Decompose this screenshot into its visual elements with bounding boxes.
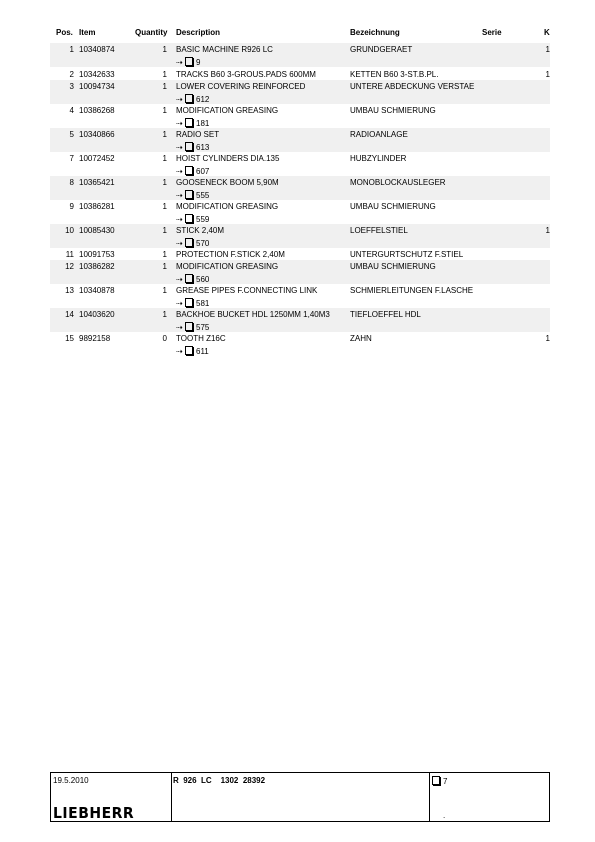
row-item: 10340878: [79, 286, 115, 295]
row-bezeichnung: UMBAU SCHMIERUNG: [350, 262, 436, 271]
header-description: Description: [176, 28, 221, 37]
row-description: GOOSENECK BOOM 5,90M: [176, 178, 279, 187]
row-pos: 7: [69, 154, 74, 163]
row-item: 10386268: [79, 106, 115, 115]
footer-date-cell: [51, 773, 172, 821]
row-bezeichnung: ZAHN: [350, 334, 372, 343]
row-page-number: 581: [196, 299, 210, 308]
row-description: GREASE PIPES F.CONNECTING LINK: [176, 286, 318, 295]
arrow-right-icon: ⇢: [176, 58, 183, 67]
header-pos: Pos.: [56, 28, 73, 37]
row-pos: 1: [69, 45, 74, 54]
page-icon: [185, 274, 193, 283]
row-quantity: 1: [162, 226, 167, 235]
row-quantity: 1: [162, 82, 167, 91]
row-bezeichnung: LOEFFELSTIEL: [350, 226, 408, 235]
row-item: 10340866: [79, 130, 115, 139]
row-bezeichnung: SCHMIERLEITUNGEN F.LASCHE: [350, 286, 474, 295]
footer-page-number: 7: [443, 777, 448, 786]
row-pos: 3: [69, 82, 74, 91]
page-icon: [185, 214, 193, 223]
row-bezeichnung: GRUNDGERAET: [350, 45, 413, 54]
liebherr-logo: LIEBHERR: [53, 805, 135, 823]
row-description: MODIFICATION GREASING: [176, 262, 279, 271]
arrow-right-icon: ⇢: [176, 191, 183, 200]
row-page-ref[interactable]: [176, 94, 209, 105]
arrow-right-icon: ⇢: [176, 167, 183, 176]
row-item: 10365421: [79, 178, 115, 187]
row-page-number: 607: [196, 167, 210, 176]
header-bezeichnung: Bezeichnung: [350, 28, 400, 37]
row-page-ref[interactable]: [176, 238, 209, 249]
row-bezeichnung: MONOBLOCKAUSLEGER: [350, 178, 446, 187]
arrow-right-icon: ⇢: [176, 299, 183, 308]
row-description: TRACKS B60 3-GROUS.PADS 600MM: [176, 70, 316, 79]
row-k: 1: [545, 334, 550, 343]
row-k: 1: [545, 45, 550, 54]
header-item: Item: [79, 28, 96, 37]
row-quantity: 0: [162, 334, 167, 343]
row-page-number: 611: [196, 347, 209, 356]
row-page-ref[interactable]: [176, 142, 209, 153]
row-description: BACKHOE BUCKET HDL 1250MM 1,40M3: [176, 310, 330, 319]
row-shading: [50, 43, 550, 67]
row-shading: [50, 128, 550, 152]
row-quantity: 1: [162, 286, 167, 295]
row-page-number: 181: [196, 119, 210, 128]
row-page-ref[interactable]: [176, 322, 209, 333]
footer-date: 19.5.2010: [53, 776, 89, 785]
row-description: HOIST CYLINDERS DIA.135: [176, 154, 280, 163]
row-item: 10091753: [79, 250, 115, 259]
arrow-right-icon: ⇢: [176, 95, 183, 104]
header-serie: Serie: [482, 28, 502, 37]
row-pos: 9: [69, 202, 74, 211]
page-icon: [185, 190, 193, 199]
row-item: 10072452: [79, 154, 115, 163]
page-icon: [432, 776, 440, 785]
row-quantity: 1: [162, 130, 167, 139]
row-pos: 12: [65, 262, 74, 271]
page-icon: [185, 94, 193, 103]
row-page-number: 570: [196, 239, 210, 248]
footer-page-cell: [429, 773, 549, 821]
arrow-right-icon: ⇢: [176, 347, 183, 356]
page-icon: [185, 57, 193, 66]
footer-box: [50, 772, 550, 822]
page-icon: [185, 238, 193, 247]
row-description: PROTECTION F.STICK 2,40M: [176, 250, 285, 259]
page-icon: [185, 142, 193, 151]
row-bezeichnung: UMBAU SCHMIERUNG: [350, 202, 436, 211]
footer-model-cell: [171, 773, 430, 821]
row-shading: [50, 176, 550, 200]
row-quantity: 1: [162, 106, 167, 115]
row-description: MODIFICATION GREASING: [176, 202, 279, 211]
row-bezeichnung: KETTEN B60 3-ST.B.PL.: [350, 70, 439, 79]
row-quantity: 1: [162, 178, 167, 187]
row-page-number: 612: [196, 95, 210, 104]
row-pos: 5: [69, 130, 74, 139]
row-quantity: 1: [162, 202, 167, 211]
header-k: K: [544, 28, 550, 37]
row-pos: 13: [65, 286, 74, 295]
row-item: 9892158: [79, 334, 111, 343]
row-page-ref[interactable]: [176, 190, 209, 201]
row-quantity: 1: [162, 45, 167, 54]
row-description: BASIC MACHINE R926 LC: [176, 45, 273, 54]
row-description: STICK 2,40M: [176, 226, 225, 235]
row-bezeichnung: RADIOANLAGE: [350, 130, 408, 139]
row-item: 10094734: [79, 82, 115, 91]
arrow-right-icon: ⇢: [176, 215, 183, 224]
arrow-right-icon: ⇢: [176, 275, 183, 284]
row-shading: [50, 224, 550, 248]
row-pos: 15: [65, 334, 74, 343]
row-page-ref[interactable]: [176, 57, 200, 68]
row-page-number: 555: [196, 191, 210, 200]
row-page-number: 9: [196, 58, 201, 67]
arrow-right-icon: ⇢: [176, 119, 183, 128]
row-bezeichnung: HUBZYLINDER: [350, 154, 407, 163]
arrow-right-icon: ⇢: [176, 323, 183, 332]
row-item: 10403620: [79, 310, 115, 319]
row-quantity: 1: [162, 250, 167, 259]
row-page-number: 575: [196, 323, 210, 332]
row-page-number: 560: [196, 275, 210, 284]
footer-page-ref: [432, 776, 447, 786]
row-description: MODIFICATION GREASING: [176, 106, 279, 115]
row-pos: 4: [69, 106, 74, 115]
row-pos: 2: [69, 70, 74, 79]
arrow-right-icon: ⇢: [176, 143, 183, 152]
row-description: TOOTH Z16C: [176, 334, 226, 343]
row-page-ref[interactable]: [176, 346, 209, 357]
row-page-number: 559: [196, 215, 210, 224]
row-quantity: 1: [162, 310, 167, 319]
row-quantity: 1: [162, 262, 167, 271]
page-icon: [185, 118, 193, 127]
row-item: 10386282: [79, 262, 115, 271]
row-pos: 11: [65, 250, 74, 259]
row-item: 10342633: [79, 70, 115, 79]
row-quantity: 1: [162, 70, 167, 79]
page-icon: [185, 346, 193, 355]
row-description: RADIO SET: [176, 130, 220, 139]
row-pos: 10: [65, 226, 74, 235]
row-item: 10340874: [79, 45, 115, 54]
row-bezeichnung: TIEFLOEFFEL HDL: [350, 310, 421, 319]
row-pos: 14: [65, 310, 74, 319]
row-pos: 8: [69, 178, 74, 187]
row-bezeichnung: UMBAU SCHMIERUNG: [350, 106, 436, 115]
arrow-right-icon: ⇢: [176, 239, 183, 248]
page-icon: [185, 298, 193, 307]
row-k: 1: [545, 226, 550, 235]
row-page-number: 613: [196, 143, 210, 152]
footer-model: R 926 LC 1302 28392: [173, 776, 266, 785]
row-bezeichnung: UNTERE ABDECKUNG VERSTAE: [350, 82, 475, 91]
page-icon: [185, 322, 193, 331]
row-description: LOWER COVERING REINFORCED: [176, 82, 306, 91]
row-shading: [50, 260, 550, 284]
row-page-ref[interactable]: [176, 274, 209, 285]
row-bezeichnung: UNTERGURTSCHUTZ F.STIEL: [350, 250, 464, 259]
header-quantity: Quantity: [135, 28, 168, 37]
row-item: 10085430: [79, 226, 115, 235]
footer-dot: .: [443, 811, 446, 820]
row-quantity: 1: [162, 154, 167, 163]
row-k: 1: [545, 70, 550, 79]
row-item: 10386281: [79, 202, 115, 211]
page-icon: [185, 166, 193, 175]
